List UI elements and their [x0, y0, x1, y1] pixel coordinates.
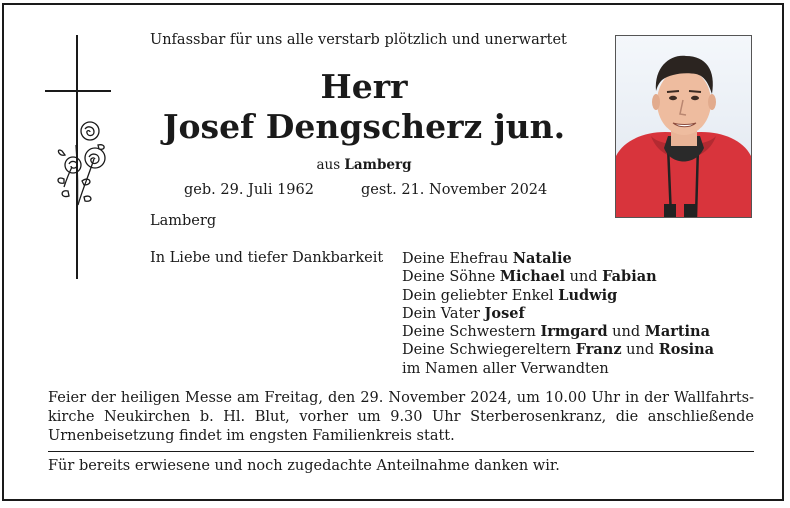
- title-prefix: Herr: [320, 67, 408, 106]
- portrait-photo: [615, 35, 752, 218]
- relative-line: Dein geliebter Enkel Ludwig: [402, 286, 618, 304]
- birth-date: geb. 29. Juli 1962: [184, 182, 314, 198]
- dedication: In Liebe und tiefer Dankbarkeit: [150, 250, 384, 266]
- relative-line: Deine Schwiegereltern Franz und Rosina: [402, 341, 715, 359]
- divider: [48, 451, 754, 452]
- origin-line: [154, 157, 574, 173]
- relative-line: Dein Vater Josef: [402, 304, 525, 322]
- relative-line: Deine Ehefrau Natalie: [402, 250, 572, 267]
- origin-place: Lamberg: [344, 157, 412, 173]
- funeral-details: Feier der heiligen Messe am Freitag, den 29. November 2024, um 10.00 Uhr in der Wallfahrtskirche Neukirchen b. Hl. Blut, vorher um 9.30 Uhr Sterberosenkranz, die anschließende Urnenbeisetzung findet im engsten Familienkreis statt.: [48, 390, 754, 444]
- location: Lamberg: [150, 213, 217, 229]
- deceased-name: Josef Dengscherz jun.: [162, 107, 566, 146]
- obituary-notice: [2, 3, 784, 501]
- intro-text: Unfassbar für uns alle verstarb plötzlich und unerwartet: [150, 32, 567, 48]
- relative-line: Deine Schwestern Irmgard und Martina: [402, 323, 710, 341]
- cross-bar: [45, 90, 111, 92]
- relative-line: im Namen aller Verwandten: [402, 360, 609, 377]
- relative-line: Deine Söhne Michael und Fabian: [402, 268, 657, 286]
- relatives-list: [402, 250, 714, 378]
- thanks-text: Für bereits erwiesene und noch zugedachte Anteilnahme danken wir.: [48, 458, 560, 474]
- death-date: gest. 21. November 2024: [361, 182, 548, 198]
- origin-label: aus: [316, 157, 341, 173]
- roses-icon: [54, 121, 112, 221]
